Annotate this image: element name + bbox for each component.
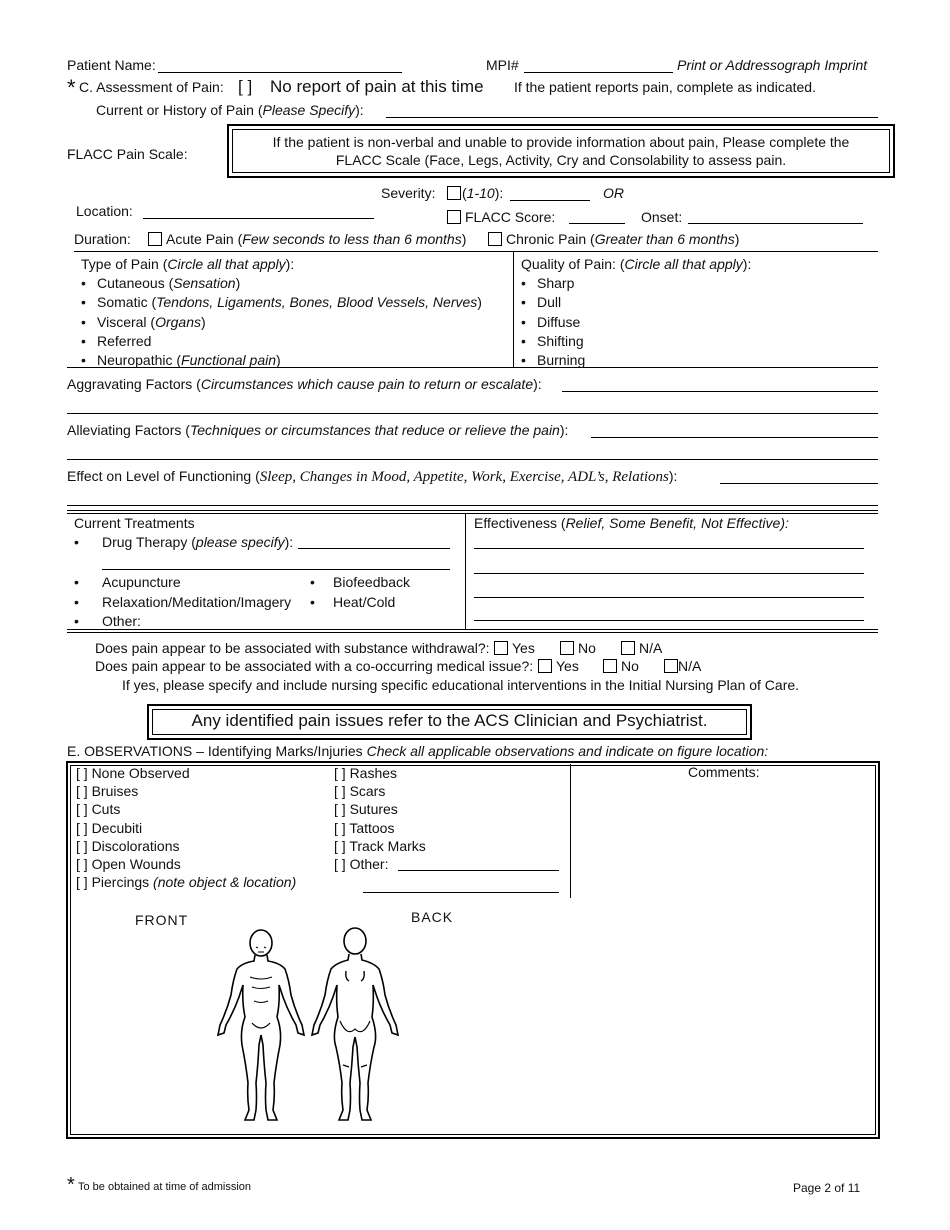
withdrawal-na-checkbox[interactable] [621, 641, 635, 655]
assessment-label: C. Assessment of Pain: [79, 79, 224, 95]
relaxation-item: • Relaxation/Meditation/Imagery [74, 594, 292, 610]
medical-no-checkbox[interactable] [603, 659, 617, 673]
effectiveness-field-3[interactable] [474, 597, 864, 598]
heat-cold-item: • Heat/Cold [310, 594, 396, 610]
body-figures-diagram[interactable] [212, 925, 402, 1130]
type-item-neuropathic: • Neuropathic (Functional pain) [81, 352, 281, 369]
treatments-title: Current Treatments [74, 515, 195, 531]
alleviating-label: Alleviating Factors (Techniques or circumstances that reduce or relieve the pain): [67, 422, 569, 438]
observations-col2 [334, 764, 426, 873]
obs-other-field[interactable] [398, 870, 559, 871]
drug-therapy-label: • Drug Therapy (please specify): [74, 534, 294, 550]
alleviating-field-line2[interactable] [67, 459, 878, 460]
aggravating-field[interactable] [562, 391, 878, 392]
flacc-box-inner [232, 129, 890, 173]
type-table-divider [513, 251, 514, 367]
current-history-label: Current or History of Pain (Please Specify): [96, 102, 364, 118]
flacc-box-line2: FLACC Scale (Face, Legs, Activity, Cry and Consolability to assess pain. [335, 152, 787, 168]
treatments-top-rule-2 [67, 513, 878, 514]
notice-box-outer [147, 704, 752, 740]
onset-field[interactable] [688, 223, 863, 224]
front-label: FRONT [135, 912, 189, 928]
effectiveness-field-4[interactable] [474, 620, 864, 621]
acute-pain-option[interactable]: Acute Pain (Few seconds to less than 6 months) [148, 231, 466, 247]
obs-piercings[interactable]: [ ] Piercings (note object & location) [76, 874, 297, 891]
imprint-label: Print or Addressograph Imprint [677, 57, 868, 73]
patient-name-field[interactable] [158, 72, 402, 73]
back-label: BACK [411, 909, 454, 925]
footer-asterisk: * [67, 1174, 75, 1196]
footer-note: To be obtained at time of admission [78, 1181, 252, 1193]
alleviating-field[interactable] [591, 437, 878, 438]
effectiveness-label: Effectiveness (Relief, Some Benefit, Not Effective): [474, 515, 789, 531]
observations-divider [570, 764, 571, 898]
treatments-bottom-rule [67, 629, 878, 630]
notice-text: Any identified pain issues refer to the ACS Clinician and Psychiatrist. [152, 709, 747, 735]
withdrawal-no[interactable]: No [560, 640, 596, 656]
obs-rashes[interactable]: [ ] Rashes [334, 765, 398, 781]
no-report-text: No report of pain at this time [270, 77, 484, 96]
medical-yes-checkbox[interactable] [538, 659, 552, 673]
medical-na-checkbox[interactable] [664, 659, 678, 673]
location-label: Location: [76, 203, 133, 219]
drug-therapy-field-line2[interactable] [102, 569, 450, 570]
front-body-figure [218, 930, 304, 1120]
drug-therapy-field[interactable] [298, 548, 450, 549]
obs-open-wounds[interactable]: [ ] Open Wounds [76, 856, 181, 873]
type-item-cutaneous: • Cutaneous (Sensation) [81, 275, 241, 292]
severity-field[interactable] [510, 200, 590, 201]
obs-tattoos[interactable]: [ ] Tattoos [334, 819, 395, 836]
treatments-divider [465, 513, 466, 629]
no-report-checkbox[interactable]: [ ] [238, 77, 253, 96]
quality-item-diffuse: • Diffuse [521, 313, 581, 330]
treatments-top-rule [67, 510, 878, 511]
obs-sutures[interactable]: [ ] Sutures [334, 801, 398, 818]
type-of-pain-title: Type of Pain (Circle all that apply): [81, 256, 295, 272]
biofeedback-item: • Biofeedback [310, 574, 411, 590]
chronic-pain-option[interactable]: Chronic Pain (Greater than 6 months) [488, 231, 739, 247]
effect-field[interactable] [720, 483, 878, 484]
type-table-top-rule [74, 251, 878, 252]
patient-name-label: Patient Name: [67, 57, 156, 73]
acute-pain-checkbox[interactable] [148, 232, 162, 246]
quality-item-burning: • Burning [521, 352, 586, 369]
flacc-score-checkbox[interactable] [447, 210, 461, 224]
medical-na[interactable]: N/A [664, 658, 701, 674]
flacc-box-line1: If the patient is non-verbal and unable to provide information about pain, Please complete the [272, 134, 850, 150]
mpi-label: MPI# [486, 57, 519, 73]
chronic-pain-checkbox[interactable] [488, 232, 502, 246]
duration-label: Duration: [74, 231, 131, 247]
type-item-referred: • Referred [81, 332, 152, 349]
obs-decubiti[interactable]: [ ] Decubiti [76, 819, 143, 836]
obs-other[interactable]: [ ] Other: [334, 856, 389, 873]
quality-of-pain-title: Quality of Pain: (Circle all that apply): [521, 256, 752, 272]
medical-yes[interactable]: Yes [538, 658, 579, 674]
obs-other-field-line2[interactable] [363, 892, 559, 893]
severity-label: Severity: [381, 185, 436, 201]
type-item-somatic: • Somatic (Tendons, Ligaments, Bones, Blood Vessels, Nerves) [81, 294, 482, 311]
observations-col1 [76, 764, 296, 891]
question-withdrawal: Does pain appear to be associated with substance withdrawal?: [95, 640, 490, 656]
medical-no[interactable]: No [603, 658, 639, 674]
other-treatment-item: • Other: [74, 613, 141, 629]
obs-bruises[interactable]: [ ] Bruises [76, 783, 139, 800]
onset-label: Onset: [641, 209, 683, 225]
withdrawal-na[interactable]: N/A [621, 640, 662, 656]
location-field[interactable] [143, 218, 374, 219]
comments-label: Comments: [688, 764, 760, 780]
treatments-bottom-rule-2 [67, 632, 878, 633]
back-body-figure [312, 928, 398, 1120]
observations-title: E. OBSERVATIONS – Identifying Marks/Injuries Check all applicable observations and indicate on figure location: [67, 743, 769, 759]
withdrawal-yes-checkbox[interactable] [494, 641, 508, 655]
effectiveness-field-1[interactable] [474, 548, 864, 549]
withdrawal-yes[interactable]: Yes [494, 640, 535, 656]
page-number: Page 2 of 11 [793, 1181, 861, 1195]
quality-item-sharp: • Sharp [521, 275, 575, 292]
obs-cuts[interactable]: [ ] Cuts [76, 801, 121, 818]
aggravating-field-line2[interactable] [67, 413, 878, 414]
acupuncture-item: • Acupuncture [74, 574, 181, 590]
obs-none-observed[interactable]: [ ] None Observed [76, 765, 190, 781]
effect-label: Effect on Level of Functioning (Sleep, Changes in Mood, Appetite, Work, Exercise, ADL’s, Relations): [67, 468, 678, 485]
quality-item-dull: • Dull [521, 294, 562, 311]
assessment-instruction: If the patient reports pain, complete as indicated. [514, 79, 816, 95]
aggravating-label: Aggravating Factors (Circumstances which cause pain to return or escalate): [67, 376, 542, 392]
effectiveness-field-2[interactable] [474, 573, 864, 574]
flacc-label: FLACC Pain Scale: [67, 146, 188, 162]
flacc-score-label: FLACC Score: [447, 209, 555, 225]
flacc-score-field[interactable] [569, 223, 625, 224]
effect-field-line2[interactable] [67, 505, 878, 506]
flacc-box-outer [227, 124, 895, 178]
obs-discolorations[interactable]: [ ] Discolorations [76, 837, 180, 854]
obs-track-marks[interactable]: [ ] Track Marks [334, 837, 426, 854]
question-medical: Does pain appear to be associated with a co-occurring medical issue?: [95, 658, 534, 674]
quality-of-pain-section [521, 255, 751, 370]
withdrawal-no-checkbox[interactable] [560, 641, 574, 655]
type-of-pain-section [81, 255, 482, 370]
severity-range: (1-10): [447, 185, 503, 201]
asterisk: * [67, 75, 76, 100]
severity-checkbox[interactable] [447, 186, 461, 200]
type-item-visceral: • Visceral (Organs) [81, 313, 206, 330]
current-history-field[interactable] [386, 117, 878, 118]
yes-specify-note: If yes, please specify and include nursing specific educational interventions in the Initial Nursing Plan of Care. [122, 677, 800, 693]
or-label: OR [603, 185, 624, 201]
mpi-field[interactable] [524, 72, 673, 73]
quality-item-shifting: • Shifting [521, 332, 584, 349]
obs-scars[interactable]: [ ] Scars [334, 783, 386, 800]
